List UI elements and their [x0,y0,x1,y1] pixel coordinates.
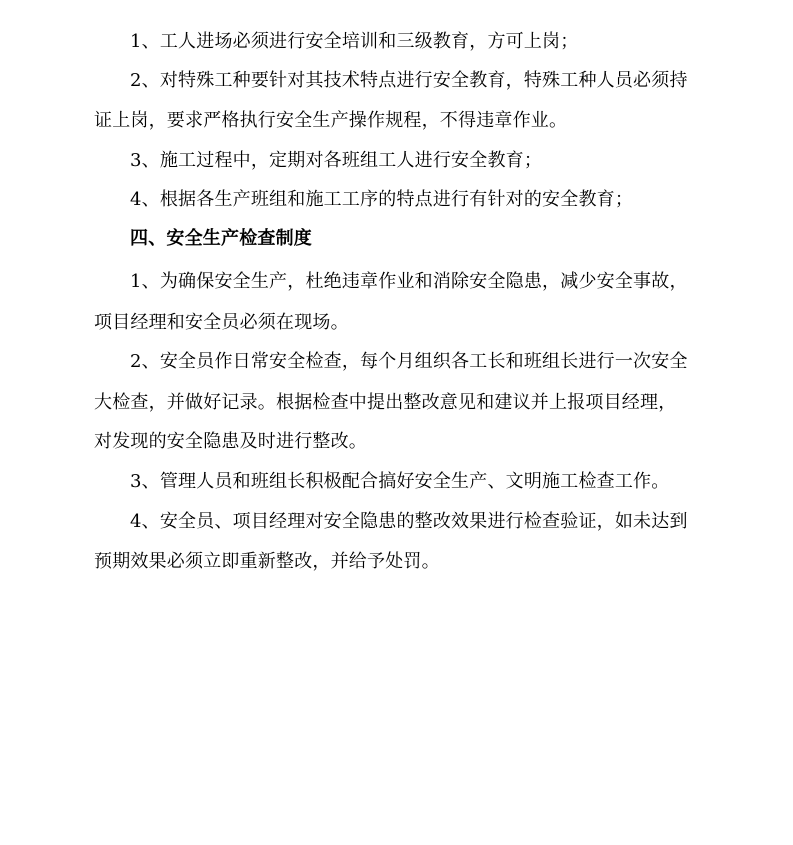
paragraph-training-item-4: 4、根据各生产班组和施工工序的特点进行有针对的安全教育； [130,189,634,210]
paragraph-inspection-item-1-line-2: 项目经理和安全员必须在现场。 [94,312,349,333]
paragraph-inspection-item-2-line-1: 2、安全员作日常安全检查，每个月组织各工长和班组长进行一次安全 [130,351,688,372]
paragraph-training-item-2-line-2: 证上岗，要求严格执行安全生产操作规程，不得违章作业。 [94,110,568,131]
paragraph-inspection-item-2-line-2: 大检查，并做好记录。根据检查中提出整改意见和建议并上报项目经理， [94,392,677,413]
section-heading: 四、安全生产检查制度 [130,228,312,249]
paragraph-training-item-3: 3、施工过程中，定期对各班组工人进行安全教育； [130,150,543,171]
paragraph-inspection-item-4-line-1: 4、安全员、项目经理对安全隐患的整改效果进行检查验证，如未达到 [130,511,688,532]
paragraph-inspection-item-4-line-2: 预期效果必须立即重新整改，并给予处罚。 [94,551,440,572]
paragraph-training-item-2-line-1: 2、对特殊工种要针对其技术特点进行安全教育，特殊工种人员必须持 [130,70,688,91]
paragraph-inspection-item-2-line-3: 对发现的安全隐患及时进行整改。 [94,431,367,452]
paragraph-training-item-1: 1、工人进场必须进行安全培训和三级教育，方可上岗； [130,31,579,52]
paragraph-inspection-item-1-line-1: 1、为确保安全生产，杜绝违章作业和消除安全隐患，减少安全事故， [130,271,688,292]
paragraph-inspection-item-3: 3、管理人员和班组长积极配合搞好安全生产、文明施工检查工作。 [130,471,670,492]
